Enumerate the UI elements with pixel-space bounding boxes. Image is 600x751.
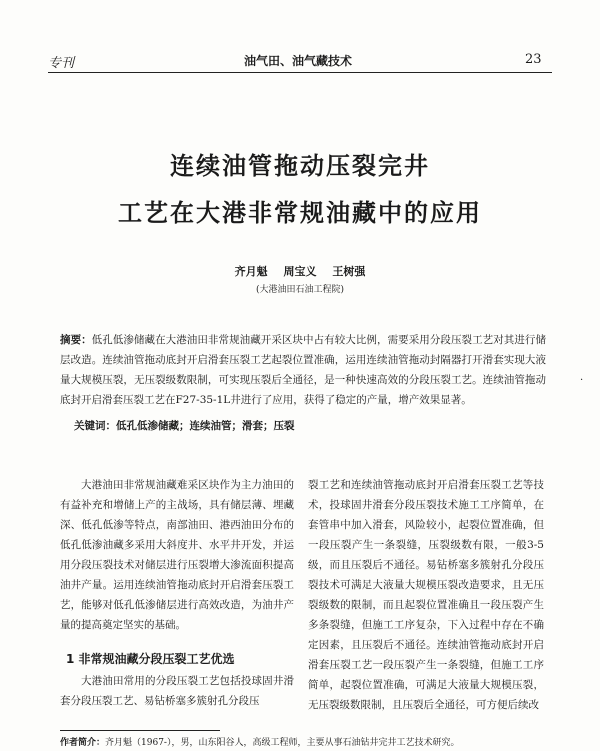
continued-paragraph: 裂工艺和连续油管拖动底封开启滑套压裂工艺等技术，投球固井滑套分段压裂技术施工工序简单，在套管串中加入滑套，风险较小，起裂位置准确，但一段压裂产生一条裂缝，压裂级数有限，一般3-5级，而且压裂后不通径。易钻桥塞多簇射孔分段压裂技术可满足大液量大规模压裂改造要求，且无压裂级数的限制，而且起裂位置准确且一段压裂产生多条裂缝，但施工工序复杂，下入过程中存在不确定因素，且压裂后不通径。连续油管拖动底封开启滑套压裂工艺一段压裂产生一条裂缝，但施工工序简单，起裂位置准确，可满足大液量大规模压裂，无压裂级数限制，且压裂后全通径，可方便后续改 [308,479,544,711]
abstract-label: 摘要： [60,334,92,346]
paper-title-line-1: 连续油管拖动压裂完井 [170,152,430,180]
body-column-left [60,475,294,711]
paper-title-line-2: 工艺在大港非常规油藏中的应用 [118,199,482,227]
header-rule [48,72,552,73]
page-number: 23 [525,52,542,67]
abstract-text: 低孔低渗储藏在大港油田非常规油藏开采区块中占有较大比例，需要采用分段压裂工艺对其进行储层改造。连续油管拖动底封开启滑套压裂工艺起裂位置准确，运用连续油管拖动封隔器打开滑套实现大液量大规模压裂，无压裂级数限制，可实现压裂后全通径，是一种快速高效的分段压裂工艺。连续油管拖动底封开启滑套压裂工艺在F27-35-1L井进行了应用，获得了稳定的产量，增产效果显著。 [60,334,547,406]
journal-section-label: 专刊 [48,56,75,71]
intro-paragraph: 大港油田非常规油藏难采区块作为主力油田的有益补充和增储上产的主战场，具有储层薄、埋藏深、低孔低渗等特点，南部油田、港西油田分布的低孔低渗油藏多采用大斜度井、水平井开发，并运用分段压裂技术对储层进行压裂增大渗流面积提高油井产量。运用连续油管拖动底封开启滑套压裂工艺，能够对低孔低渗储层进行高效改造，为油井产量的提高奠定坚实的基础。 [60,479,294,631]
footnote-label: 作者简介： [60,738,106,748]
keywords-label: 关键词： [74,420,116,432]
keywords-text: 低孔低渗储藏；连续油管；滑套；压裂 [116,420,295,432]
affiliation: (大港油田石油工程院) [255,285,345,295]
running-header: 油气田、油气藏技术 [244,54,353,68]
abstract [60,330,546,410]
footnote-rule [60,730,220,731]
footnote-text: 齐月魁（1967-），男，山东阳谷人，高级工程师，主要从事石油钻井完井工艺技术研究。 [105,738,460,748]
body-column-right [308,475,544,715]
authors: 齐月魁 周宝义 王树强 [234,265,366,278]
section-paragraph: 大港油田常用的分段压裂工艺包括投球固井滑套分段压裂工艺、易钻桥塞多簇射孔分段压 [60,675,294,707]
author-footnote [60,735,550,748]
section-heading: 1 非常规油藏分段压裂工艺优选 [66,652,235,666]
margin-mark: . [580,372,584,383]
keywords [74,418,544,433]
